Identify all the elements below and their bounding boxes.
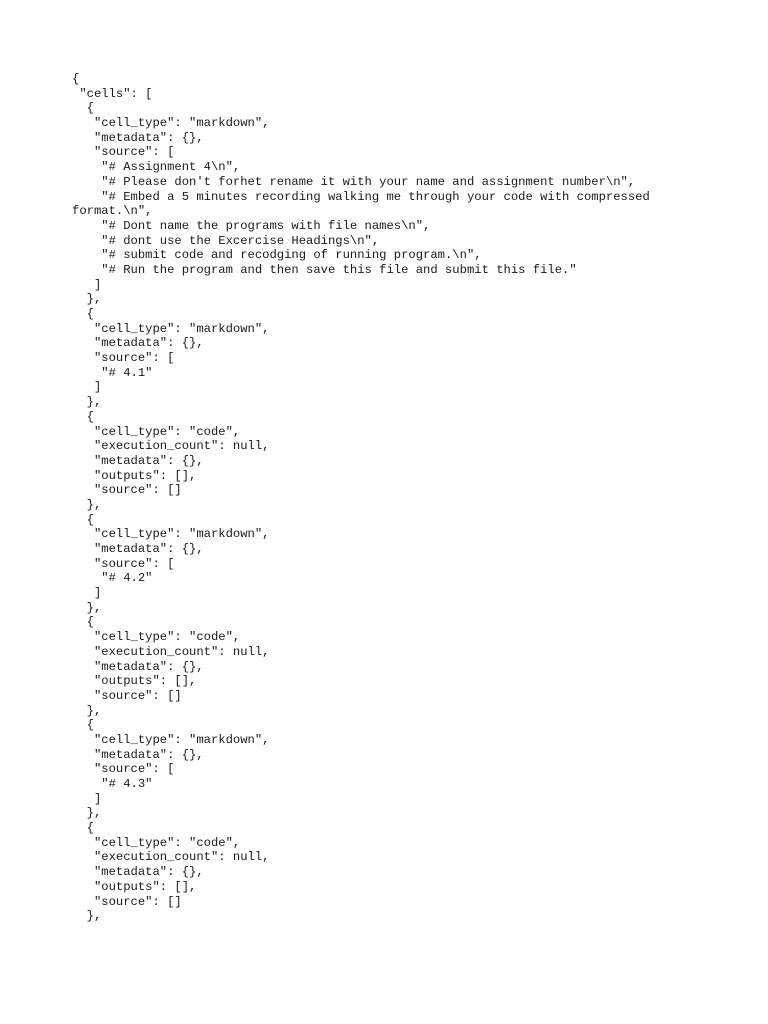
code-line: "cell_type": "code", (72, 630, 241, 645)
code-line: "# 4.2" (72, 571, 153, 586)
code-line: ] (72, 380, 102, 395)
code-line: "outputs": [], (72, 468, 197, 483)
code-line: "# Assignment 4\n", (72, 160, 241, 175)
code-line: "cell_type": "markdown", (72, 321, 270, 336)
code-line: "source": [] (72, 688, 182, 703)
code-line: "cell_type": "markdown", (72, 527, 270, 542)
code-line: "# Embed a 5 minutes recording walking me through your code with compressed (72, 189, 650, 204)
code-line: "metadata": {}, (72, 336, 204, 351)
code-line: { (72, 72, 80, 86)
code-line: "metadata": {}, (72, 130, 204, 145)
code-line: "source": [ (72, 556, 175, 571)
code-line: "cell_type": "code", (72, 835, 241, 850)
code-line: "metadata": {}, (72, 865, 204, 880)
code-line: "outputs": [], (72, 674, 197, 689)
code-line: ] (72, 277, 102, 292)
code-line: "execution_count": null, (72, 439, 270, 454)
code-line: }, (72, 395, 102, 410)
code-line: "metadata": {}, (72, 542, 204, 556)
code-line: { (72, 101, 94, 116)
code-line: { (72, 821, 94, 836)
code-line: { (72, 718, 94, 733)
code-line: "# dont use the Excercise Headings\n", (72, 233, 380, 248)
code-line: format.\n", (72, 204, 153, 219)
code-line: "source": [ (72, 762, 175, 777)
code-line: "source": [] (72, 483, 182, 498)
code-line: "execution_count": null, (72, 850, 270, 865)
code-line: "source": [ (72, 145, 175, 160)
code-line: "# 4.1" (72, 365, 153, 380)
code-line: "# Please don't forhet rename it with your name and assignment number\n", (72, 174, 636, 189)
code-line: "metadata": {}, (72, 453, 204, 468)
code-line: { (72, 409, 94, 424)
code-line: ] (72, 791, 102, 806)
code-line: "# 4.3" (72, 777, 153, 791)
code-line: }, (72, 497, 102, 512)
code-line: }, (72, 703, 102, 718)
code-line: }, (72, 292, 102, 307)
code-line: ] (72, 586, 102, 601)
code-line: "# Run the program and then save this file and submit this file." (72, 262, 577, 277)
code-line: "source": [] (72, 894, 182, 909)
code-line: "outputs": [], (72, 879, 197, 894)
code-line: "# Dont name the programs with file names\n", (72, 218, 431, 233)
code-line: { (72, 615, 94, 630)
code-line: "cell_type": "markdown", (72, 732, 270, 747)
code-line: "cells": [ (72, 86, 153, 101)
code-line: "cell_type": "markdown", (72, 116, 270, 131)
code-line: "metadata": {}, (72, 659, 204, 674)
notebook-json-text (72, 72, 692, 924)
code-line: "# submit code and recodging of running program.\n", (72, 248, 482, 263)
code-line: }, (72, 600, 102, 615)
code-line: }, (72, 909, 102, 924)
code-line: }, (72, 806, 102, 821)
code-line: "execution_count": null, (72, 644, 270, 659)
code-line: "metadata": {}, (72, 747, 204, 762)
code-line: { (72, 307, 94, 321)
code-line: "source": [ (72, 351, 175, 366)
code-line: { (72, 512, 94, 527)
code-line: "cell_type": "code", (72, 424, 241, 439)
